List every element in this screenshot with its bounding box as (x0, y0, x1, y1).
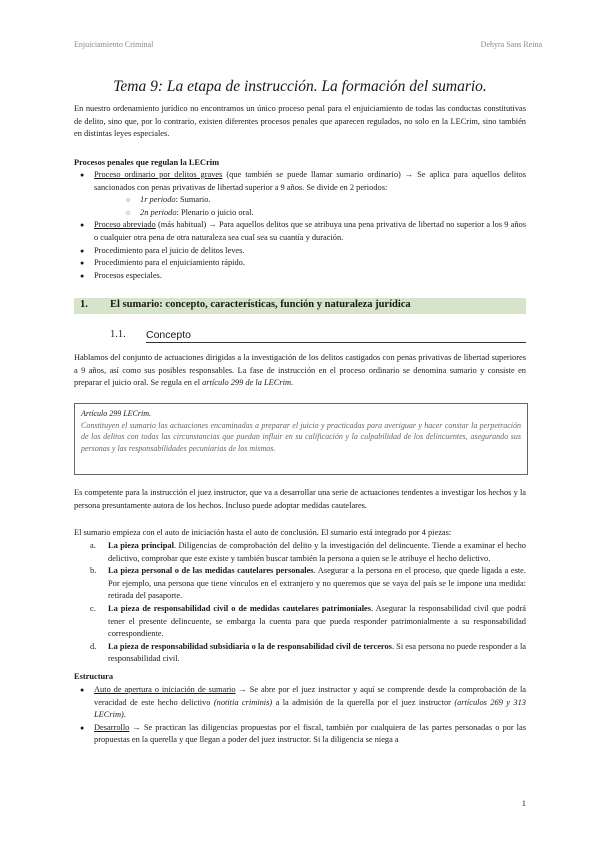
item-marker: d. (90, 641, 97, 651)
pieza-title: La pieza de responsabilidad subsidiaria o la de responsabilidad civil de terceros (108, 641, 392, 651)
estructura-list (74, 684, 526, 747)
list-item (74, 603, 526, 641)
quote-body: Constituyen el sumario las actuaciones encaminadas a preparar el juicio y practicadas para averiguar y hacer constar la perpetración de los delitos con todas las circunstancias que puedan influir en su calificación y la culpabilidad de los delincuentes, asegurando sus personas y las responsabilidades pecuniarias de los mismos. (81, 420, 521, 453)
pieza-title: La pieza de responsabilidad civil o de medidas cautelares patrimoniales (108, 603, 372, 613)
concepto-end: . (291, 378, 294, 388)
subsection-title: Concepto (146, 329, 526, 343)
intro-paragraph: En nuestro ordenamiento jurídico no encontramos un único proceso penal para el enjuiciamiento de todas las conductas constitutivas de delito, sino que, por lo contrario, existen diferentes procesos penales que aparecen regulados, no solo en la LECrim, sino también en distintas leyes especiales. (74, 104, 526, 139)
pieza-title: La pieza principal (108, 541, 174, 550)
ordinario-label: Proceso ordinario por delitos graves (94, 170, 223, 179)
sub2-label: 2n periodo (140, 207, 177, 217)
page-number: 1 (521, 798, 526, 808)
pieza-text: . Asegurar la responsabilidad civil que podrá tener el presente delincuente, se embarga la cuenta para que pueda responder patrimonialmente a su responsabilidad correspondiente. (108, 603, 527, 639)
estructura-heading: Estructura (74, 672, 114, 681)
list-item (74, 641, 526, 666)
pieza-title: La pieza personal o de las medidas cautelares personales (108, 566, 314, 576)
quote-title: Artículo 299 LECrim. (81, 409, 152, 418)
sub1-text: : Sumario. (175, 195, 211, 205)
list-item (74, 169, 526, 219)
procesos-list (74, 169, 526, 282)
concepto-text: Hablamos del conjunto de actuaciones dirigidas a la investigación de los delitos castigados con penas privativas de libertad superiores a 9 años, así como sus posibles responsables. La fase de instrucción en el proceso ordinario se denomina sumario y consiste en preparar el juicio oral. Se regula en el (74, 353, 526, 388)
periodos-list (94, 194, 526, 219)
concepto-paragraph (74, 352, 526, 390)
list-item (74, 540, 526, 565)
pieza-text: . Asegurar a la persona en el proceso, que quede ligada a este. Por ejemplo, una persona que tiene vínculos en el extranjero y no queremos que se vaya del país se le impone una medida: retirada del pasaporte. (108, 566, 526, 601)
ordinario-text: (que también se puede llamar sumario ordinario) → Se aplica para aquellos delitos sancionados con penas privativas de libertad superior a 9 años. Se divide en 2 periodos: (94, 170, 526, 192)
apertura-latin: (notitia criminis) (213, 697, 273, 707)
section-title: El sumario: concepto, características, función y naturaleza jurídica (110, 299, 411, 310)
sub2-text: : Plenario o juicio oral. (176, 207, 254, 217)
sumario-intro: El sumario empieza con el auto de iniciación hasta el auto de conclusión. El sumario está integrado por 4 piezas: (74, 528, 452, 537)
item-marker: b. (90, 566, 97, 576)
list-item (74, 219, 526, 244)
apertura-ref: (artículos 269 y 313 LECrim) (94, 697, 526, 720)
apertura-end: . (123, 710, 126, 720)
concepto-ref: artículo 299 de la LECrim (202, 378, 291, 388)
list-item: ● Procedimiento para el juicio de delitos leves. (74, 245, 526, 258)
list-item: ● Procedimiento para el enjuiciamiento rápido. (74, 257, 526, 270)
pieza-text: . Si esa persona no puede responder a la responsabilidad civil. (108, 641, 526, 664)
item-marker: a. (90, 541, 96, 550)
page-title: Tema 9: La etapa de instrucción. La formación del sumario. (113, 78, 487, 95)
section-number: 1. (80, 299, 88, 310)
list-item (74, 722, 526, 747)
apertura-text: → Se abre por el juez instructor y aquí se comprende desde la comprobación de la veracidad de este hecho delictivo (94, 685, 527, 707)
header-left: Enjuiciamiento Criminal (74, 40, 154, 49)
desarrollo-label: Desarrollo (94, 722, 130, 732)
apertura-text-2: a la admisión de la querella por el juez instructor (272, 697, 455, 707)
desarrollo-text: → Se practican las diligencias propuestas por el fiscal, también por cualquiera de las partes personadas o por las propuestas en la querella y que llegan a poder del juez instructor. Si la diligencia se niega a (94, 722, 526, 745)
list-item (74, 565, 526, 603)
competente-paragraph: Es competente para la instrucción el juez instructor, que va a desarrollar una serie de actuaciones tendentes a investigar los hechos y la persona presuntamente autora de los hechos. Incluso puede adoptar medidas cautelares. (74, 488, 526, 510)
abreviado-text: (más habitual) → Para aquellos delitos que se atribuya una pena privativa de libertad no superior a los 9 años o cualquier otra pena de otra naturaleza sea cual sea su cuantía y duración. (94, 220, 526, 242)
list-item (120, 207, 526, 220)
subsection-number: 1.1. (110, 329, 126, 340)
header-right: Dehyra Sans Reina (480, 40, 542, 49)
procesos-heading: Procesos penales que regulan la LECrim (74, 158, 220, 167)
list-item (74, 684, 526, 722)
piezas-list (74, 540, 526, 666)
item-marker: c. (90, 603, 96, 613)
apertura-label: Auto de apertura o iniciación de sumario (94, 685, 236, 694)
article-quote-box (74, 403, 528, 475)
list-item (120, 194, 526, 207)
abreviado-label: Proceso abreviado (94, 220, 156, 230)
sub1-label: 1r periodo (140, 195, 176, 205)
list-item: ● Procesos especiales. (74, 270, 526, 283)
pieza-text: . Diligencias de comprobación del delito y la investigación del delincuente. Tiende a examinar el hecho delictivo, comprobar que este existe y también buscar también la persona a quien se le atribuye el hecho delictivo. (108, 541, 526, 563)
